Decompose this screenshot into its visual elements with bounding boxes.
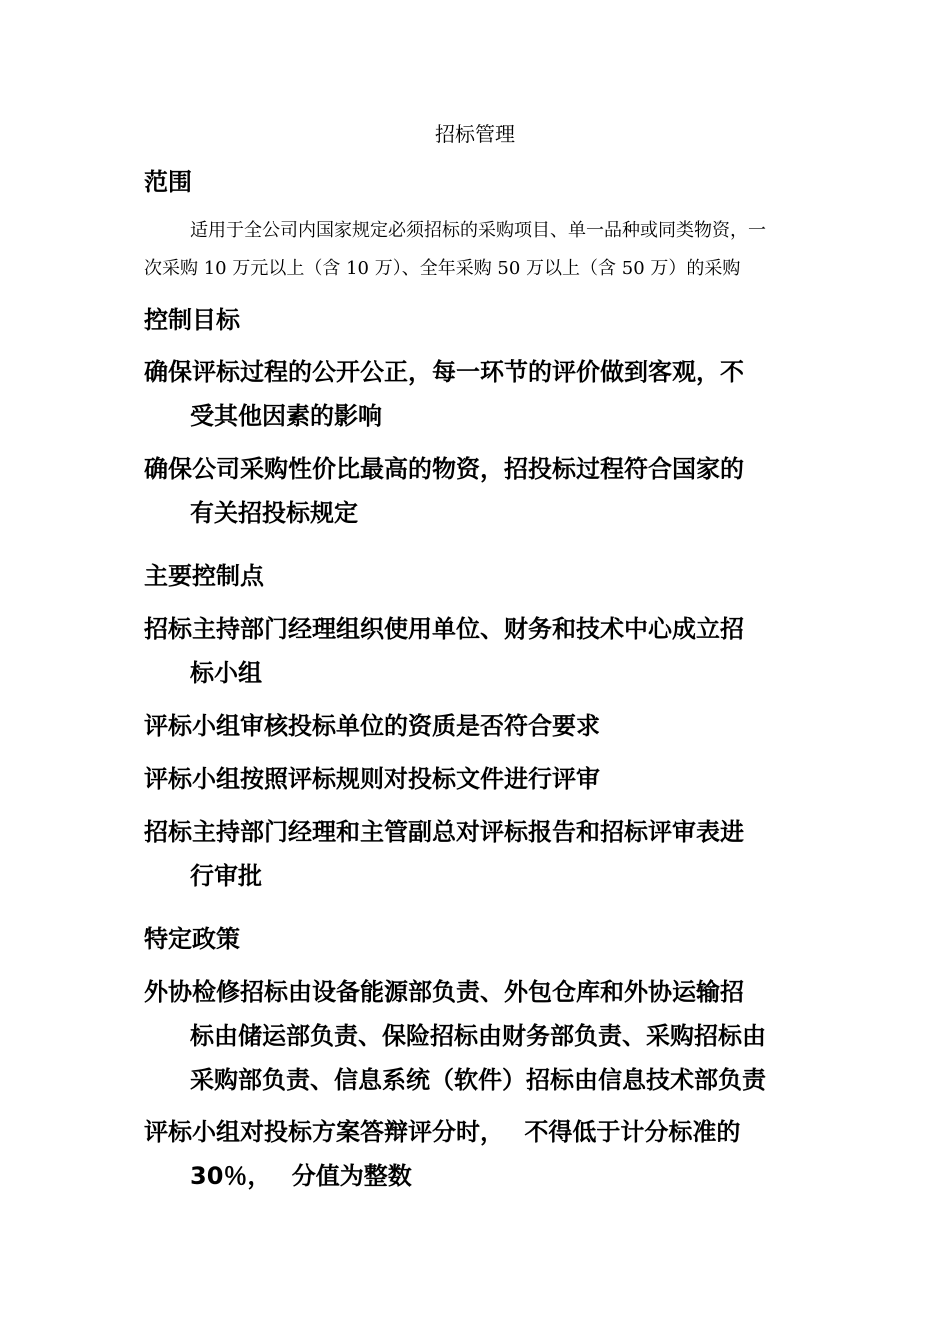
policy-item-1 <box>144 970 810 1102</box>
control-point-item-1-line-1: 招标主持部门经理组织使用单位、财务和技术中心成立招 <box>144 615 744 643</box>
policy-item-2-line-2: 30％， 分值为整数 <box>190 1162 412 1190</box>
document-title: 招标管理 <box>435 122 515 146</box>
objective-item-2-line-2: 有关招投标规定 <box>190 499 358 527</box>
section-heading-scope: 范围 <box>144 168 192 196</box>
objective-item-1-line-2: 受其他因素的影响 <box>190 402 382 430</box>
policy-item-1-line-3: 采购部负责、信息系统（软件）招标由信息技术部负责 <box>190 1066 766 1094</box>
control-point-item-3-line-1: 评标小组按照评标规则对投标文件进行评审 <box>144 765 600 793</box>
control-point-item-2-line-1: 评标小组审核投标单位的资质是否符合要求 <box>144 712 600 740</box>
objective-item-1-line-1: 确保评标过程的公开公正，每一环节的评价做到客观，不 <box>144 358 744 386</box>
section-heading-control-points: 主要控制点 <box>144 562 264 590</box>
policy-item-2-line-1: 评标小组对投标方案答辩评分时， 不得低于计分标准的 <box>144 1118 741 1146</box>
policy-item-1-line-2: 标由储运部负责、保险招标由财务部负责、采购招标由 <box>190 1022 766 1050</box>
objective-item-2 <box>144 447 810 535</box>
section-heading-policies: 特定政策 <box>144 925 240 953</box>
control-point-item-1-line-2: 标小组 <box>190 659 262 687</box>
control-point-item-4-line-2: 行审批 <box>190 862 262 890</box>
section-heading-objectives: 控制目标 <box>144 306 240 334</box>
objective-item-1 <box>144 350 810 438</box>
policy-item-2 <box>144 1110 810 1198</box>
control-point-item-1 <box>144 607 810 695</box>
scope-line-2: 次采购 10 万元以上（含 10 万）、全年采购 50 万以上（含 50 万）的采购 <box>144 258 741 279</box>
policy-item-1-line-1: 外协检修招标由设备能源部负责、外包仓库和外协运输招 <box>144 978 744 1006</box>
control-point-item-4-line-1: 招标主持部门经理和主管副总对评标报告和招标评审表进 <box>144 818 744 846</box>
control-point-item-2 <box>144 704 810 748</box>
scope-paragraph <box>144 212 810 288</box>
scope-line-1: 适用于全公司内国家规定必须招标的采购项目、单一品种或同类物资，一 <box>190 220 766 241</box>
control-point-item-3 <box>144 757 810 801</box>
objective-item-2-line-1: 确保公司采购性价比最高的物资，招投标过程符合国家的 <box>144 455 744 483</box>
control-point-item-4 <box>144 810 810 898</box>
